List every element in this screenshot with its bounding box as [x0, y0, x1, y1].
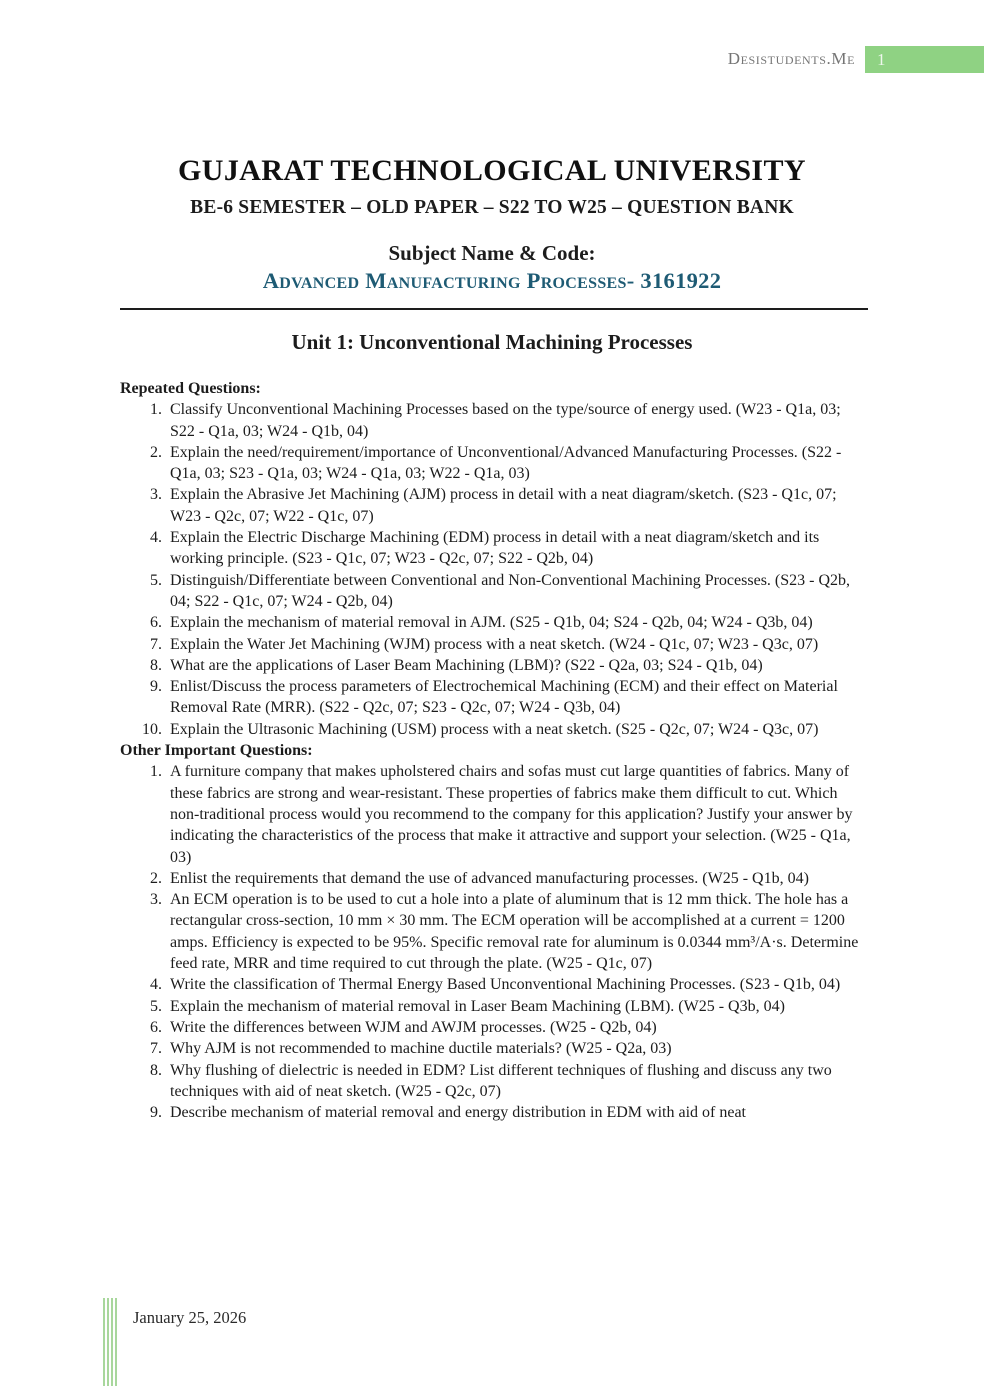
- horizontal-rule: [120, 308, 868, 310]
- footer-date: January 25, 2026: [133, 1308, 247, 1327]
- question-number: 2.: [150, 869, 162, 887]
- question-item: [120, 868, 868, 889]
- question-number: 6.: [150, 614, 162, 632]
- question-item: [120, 484, 868, 527]
- question-number: 3.: [150, 486, 162, 504]
- question-number: 8.: [150, 656, 162, 674]
- question-number: 7.: [150, 1040, 162, 1058]
- question-text: Why flushing of dielectric is needed in EDM? List different techniques of flushing and discuss any two techniques with aid of neat sketch. (W25 - Q2c, 07): [170, 1061, 832, 1100]
- question-text: Explain the Electric Discharge Machining (EDM) process in detail with a neat diagram/sketch and its working principle. (S23 - Q1c, 07; W23 - Q2c, 07; S22 - Q2b, 04): [170, 529, 820, 568]
- question-number: 2.: [150, 443, 162, 461]
- repeated-questions-list: [120, 399, 868, 740]
- subject-name: Advanced Manufacturing Processes- 3161922: [262, 268, 722, 293]
- question-item: [120, 399, 868, 442]
- question-text: Write the differences between WJM and AWJM processes. (W25 - Q2b, 04): [170, 1018, 657, 1036]
- question-text: Why AJM is not recommended to machine ductile materials? (W25 - Q2a, 03): [170, 1040, 672, 1058]
- question-item: [120, 1017, 868, 1038]
- question-text: Explain the mechanism of material removal in AJM. (S25 - Q1b, 04; S24 - Q2b, 04; W24 - Q3b, 04): [170, 614, 813, 632]
- question-number: 1.: [150, 401, 162, 419]
- question-item: [120, 761, 868, 867]
- subject-label: Subject Name & Code:: [388, 241, 596, 265]
- unit-title: Unit 1: Unconventional Machining Processes: [291, 330, 693, 354]
- question-text: A furniture company that makes upholstered chairs and sofas must cut large quantities of fabrics. Many of these fabrics are strong and wear-resistant. These properties of fabrics make them difficult to cut. Which non-traditional process would you recommend to the company for this application? Justify your answer by indicating the characteristics of the process that make it attractive and support your selection. (W25 - Q1a, 03): [170, 763, 853, 866]
- question-number: 8.: [150, 1061, 162, 1079]
- question-number: 9.: [150, 1104, 162, 1122]
- question-text: Explain the Abrasive Jet Machining (AJM) process in detail with a neat diagram/sketch. (S23 - Q1c, 07; W23 - Q2c, 07; W22 - Q1c, 07): [170, 486, 837, 525]
- question-text: Enlist/Discuss the process parameters of Electrochemical Machining (ECM) and their effect on Material Removal Rate (MRR). (S22 - Q2c, 07; S23 - Q2c, 07; W24 - Q3b, 04): [170, 678, 838, 717]
- question-number: 7.: [150, 635, 162, 653]
- question-item: [120, 655, 868, 676]
- question-text: Enlist the requirements that demand the use of advanced manufacturing processes. (W25 - Q1b, 04): [170, 869, 809, 887]
- question-item: [120, 1102, 868, 1123]
- footer-bar: [107, 1298, 109, 1386]
- question-text: Classify Unconventional Machining Processes based on the type/source of energy used. (W23 - Q1a, 03; S22 - Q1a, 03; W24 - Q1b, 04): [170, 401, 841, 440]
- footer-bar: [111, 1298, 113, 1386]
- question-number: 3.: [150, 891, 162, 909]
- site-watermark: Desistudents.Me: [727, 49, 855, 68]
- question-number: 4.: [150, 976, 162, 994]
- question-item: [120, 974, 868, 995]
- question-item: [120, 442, 868, 485]
- question-text: Explain the need/requirement/importance of Unconventional/Advanced Manufacturing Processes. (S22 - Q1a, 03; S23 - Q1a, 03; W24 - Q1a, 03; W22 - Q1a, 03): [170, 443, 842, 483]
- question-item: [120, 1038, 868, 1059]
- question-text: Distinguish/Differentiate between Conventional and Non-Conventional Machining Processes. (S23 - Q2b, 04; S22 - Q1c, 07; W24 - Q2b, 04): [170, 571, 851, 610]
- question-number: 5.: [150, 571, 162, 589]
- question-item: [120, 996, 868, 1017]
- question-number: 4.: [150, 529, 162, 547]
- section-heading-repeated: Repeated Questions:: [120, 380, 261, 397]
- question-text: Explain the mechanism of material removal in Laser Beam Machining (LBM). (W25 - Q3b, 04): [170, 997, 785, 1015]
- question-item: [120, 719, 868, 740]
- page-number: 1: [877, 49, 886, 69]
- question-item: [120, 676, 868, 719]
- section-heading-other: Other Important Questions:: [120, 742, 313, 760]
- question-text: Explain the Ultrasonic Machining (USM) process with a neat sketch. (S25 - Q2c, 07; W24 - Q3c, 07): [170, 720, 819, 738]
- other-questions-list: [120, 761, 868, 1123]
- page-number-badge: [865, 46, 984, 73]
- semester-banner: BE-6 SEMESTER – OLD PAPER – S22 TO W25 – QUESTION BANK: [190, 197, 794, 218]
- question-text: Explain the Water Jet Machining (WJM) process with a neat sketch. (W24 - Q1c, 07; W23 - Q3c, 07): [170, 635, 819, 653]
- question-item: [120, 570, 868, 613]
- question-number: 9.: [150, 678, 162, 696]
- question-item: [120, 612, 868, 633]
- question-item: [120, 634, 868, 655]
- question-number: 10.: [142, 720, 162, 738]
- question-text: An ECM operation is to be used to cut a hole into a plate of aluminum that is 12 mm thick. The hole has a rectangular cross-section, 10 mm × 30 mm. The ECM operation will be accomplished at a current = 1200 amps. Efficiency is expected to be 95%. Specific removal rate for aluminum is 0.0344 mm³/A·s. Determine feed rate, MRR and time required to cut through the plate. (W25 - Q1c, 07): [170, 891, 859, 973]
- question-text: Write the classification of Thermal Energy Based Unconventional Machining Processes. (S23 - Q1b, 04): [170, 976, 841, 994]
- question-text: What are the applications of Laser Beam Machining (LBM)? (S22 - Q2a, 03; S24 - Q1b, 04): [170, 656, 763, 674]
- university-title: GUJARAT TECHNOLOGICAL UNIVERSITY: [178, 154, 806, 187]
- footer-bar: [103, 1298, 105, 1386]
- question-content: [120, 378, 868, 1123]
- question-number: 6.: [150, 1018, 162, 1036]
- question-number: 1.: [150, 763, 162, 781]
- question-number: 5.: [150, 997, 162, 1015]
- question-item: [120, 1060, 868, 1103]
- question-item: [120, 527, 868, 570]
- footer-accent-bars: [103, 1298, 117, 1386]
- question-text: Describe mechanism of material removal and energy distribution in EDM with aid of neat: [170, 1104, 746, 1122]
- footer-bar: [115, 1298, 117, 1386]
- question-item: [120, 889, 868, 974]
